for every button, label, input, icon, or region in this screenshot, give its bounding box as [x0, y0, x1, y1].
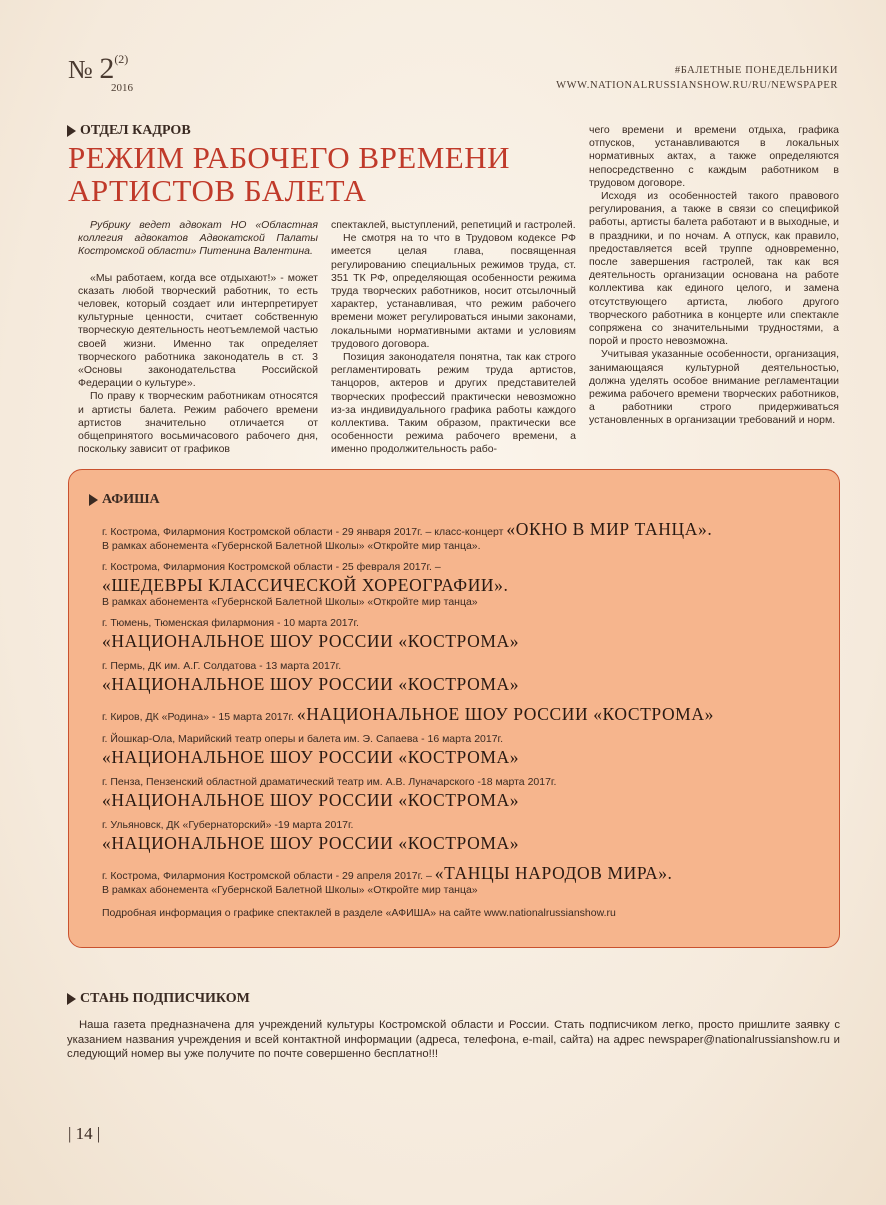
triangle-icon [67, 993, 76, 1005]
page-number: | 14 | [68, 1124, 101, 1143]
article-lead: Рубрику ведет адвокат НО «Областная коллегия адвокатов Адвокатской Палаты Костромской области» Питенина Валентина. [78, 219, 318, 258]
subscribe-label: СТАНЬ ПОДПИСЧИКОМ [80, 991, 250, 1006]
event-title: «НАЦИОНАЛЬНОЕ ШОУ РОССИИ «КОСТРОМА» [102, 674, 520, 694]
event-note: В рамках абонемента «Губернской Балетной Школы» «Откройте мир танца» [102, 596, 478, 608]
afisha-event [102, 617, 822, 652]
article-paragraph: Исходя из особенностей такого правового регулирования, а также в связи со спецификой работы, артисты балета работают и в выходные, и в праздники, и по ночам. А отпуск, как правило, предоставляется всей труппе одновременно, после завершения гастролей, так как вся деятельность организации основана на работе коллектива как единого целого, и замена отсутствующего артиста, любого другого творческого работника в концерте или спектакле сопряжена со значительными трудностями, а порой и просто невозможна. [589, 190, 839, 348]
afisha-info: Подробная информация о графике спектаклей в разделе «АФИША» на сайте www.nationalrussianshow.ru [102, 907, 616, 919]
event-place: г. Кострома, Филармония Костромской области - 25 февраля 2017г. – [102, 561, 441, 573]
event-place: г. Йошкар-Ола, Марийский театр оперы и балета им. Э. Сапаева - 16 марта 2017г. [102, 733, 504, 745]
event-title: «ТАНЦЫ НАРОДОВ МИРА». [434, 863, 673, 883]
article-column-2 [331, 219, 576, 457]
header-hashtag: #БАЛЕТНЫЕ ПОНЕДЕЛЬНИКИ [674, 65, 838, 76]
event-title: «ШЕДЕВРЫ КЛАССИЧЕСКОЙ ХОРЕОГРАФИИ». [102, 575, 509, 595]
event-place: г. Пермь, ДК им. А.Г. Солдатова - 13 марта 2017г. [102, 660, 342, 672]
article-column-3 [589, 124, 839, 428]
article-rubric [67, 123, 191, 139]
afisha-heading [89, 492, 160, 508]
article-paragraph: Позиция законодателя понятна, так как строго регламентировать режим труда артистов, танцоров, актеров и других представителей творческих профессий практически невозможно из-за индивидуального графика работы каждого коллектива. Таким образом, практически все особенности режима рабочего времени, а именно продолжительность рабо- [331, 351, 576, 456]
article-title: РЕЖИМ РАБОЧЕГО ВРЕМЕНИ АРТИСТОВ БАЛЕТА [68, 140, 511, 208]
afisha-events [102, 518, 822, 905]
afisha-event [102, 819, 822, 854]
event-title: «ОКНО В МИР ТАНЦА». [506, 519, 713, 539]
event-place: г. Тюмень, Тюменская филармония - 10 марта 2017г. [102, 617, 359, 629]
afisha-event [102, 561, 822, 609]
afisha-event [102, 660, 822, 695]
afisha-event [102, 733, 822, 768]
event-title: «НАЦИОНАЛЬНОЕ ШОУ РОССИИ «КОСТРОМА» [102, 833, 520, 853]
afisha-event [102, 703, 822, 725]
issue-number: № 2$^{(2)}$ [68, 52, 129, 85]
afisha-label: АФИША [102, 492, 160, 507]
event-title: «НАЦИОНАЛЬНОЕ ШОУ РОССИИ «КОСТРОМА» [296, 704, 714, 724]
header-meta [556, 63, 838, 93]
event-place: г. Ульяновск, ДК «Губернаторский» -19 марта 2017г. [102, 819, 354, 831]
subscribe-heading [67, 991, 250, 1007]
afisha-event [102, 776, 822, 811]
event-title: «НАЦИОНАЛЬНОЕ ШОУ РОССИИ «КОСТРОМА» [102, 790, 520, 810]
afisha-event [102, 862, 822, 897]
article-paragraph: «Мы работаем, когда все отдыхают!» - может сказать любой творческий работник, то есть человек, который создает или интерпретирует культурные ценности, считает собственную творческую деятельность неотъемлемой частью своей жизни. Именно так определяет творческого работника законодатель в ст. 3 «Основы законодательства Российской Федерации о культуре». [78, 271, 318, 390]
subscribe-text: Наша газета предназначена для учреждений культуры Костромской области и России. Стать подписчиком легко, просто пришлите заявку с указанием названия учреждения и всей контактной информации (адреса, телефона, e-mail, сайта) на адрес newspaper@nationalrussianshow.ru и следующий номер вы уже получите по почте совершенно бесплатно!!! [67, 1019, 840, 1060]
issue-number-block [68, 52, 133, 94]
event-title: «НАЦИОНАЛЬНОЕ ШОУ РОССИИ «КОСТРОМА» [102, 747, 520, 767]
triangle-icon [67, 125, 76, 137]
event-note: В рамках абонемента «Губернской Балетной Школы» «Откройте мир танца» [102, 884, 478, 896]
article-paragraph: чего времени и времени отдыха, графика отпусков, устанавливаются в локальных нормативных актах, а также определяются непосредственно с каждым работником в трудовом договоре. [589, 124, 839, 189]
article-paragraph: Учитывая указанные особенности, организация, занимающаяся культурной деятельностью, должна уделять особое внимание регламентации режима рабочего времени творческих работников, а работники строго придерживаться установленных в организации требований и норм. [589, 348, 839, 427]
article-paragraph: спектаклей, выступлений, репетиций и гастролей. [331, 219, 576, 231]
rubric-label: ОТДЕЛ КАДРОВ [80, 123, 191, 138]
afisha-box [68, 469, 840, 948]
event-note: В рамках абонемента «Губернской Балетной Школы» «Откройте мир танца». [102, 540, 481, 552]
article-paragraph: Не смотря на то что в Трудовом кодексе РФ имеется целая глава, посвященная регулированию специальных режимов труда, ст. 351 ТК РФ, определяющая особенности режима труда творческих работников, носит отсылочный характер, устанавливая, что режим рабочего времени может регулироваться иными законами, локальными нормативными актами и условиям трудового договора. [331, 232, 576, 350]
event-title: «НАЦИОНАЛЬНОЕ ШОУ РОССИИ «КОСТРОМА» [102, 631, 520, 651]
event-place: г. Кострома, Филармония Костромской области - 29 января 2017г. – класс-концерт [102, 526, 507, 538]
event-place: г. Кострома, Филармония Костромской области - 29 апреля 2017г. – [102, 870, 435, 882]
triangle-icon [89, 494, 98, 506]
issue-year: 2016 [111, 82, 133, 94]
article-paragraph: По праву к творческим работникам относятся и артисты балета. Режим рабочего времени артистов значительно отличается от общепринятого восьмичасового рабочего дня, поскольку зависит от графиков [78, 390, 318, 456]
article-column-1 [78, 219, 318, 456]
header-url[interactable]: WWW.NATIONALRUSSIANSHOW.RU/RU/NEWSPAPER [556, 80, 838, 91]
afisha-event [102, 518, 822, 553]
event-place: г. Киров, ДК «Родина» - 15 марта 2017г. [102, 711, 297, 723]
event-place: г. Пенза, Пензенский областной драматический театр им. А.В. Луначарского -18 марта 2017г. [102, 776, 557, 788]
